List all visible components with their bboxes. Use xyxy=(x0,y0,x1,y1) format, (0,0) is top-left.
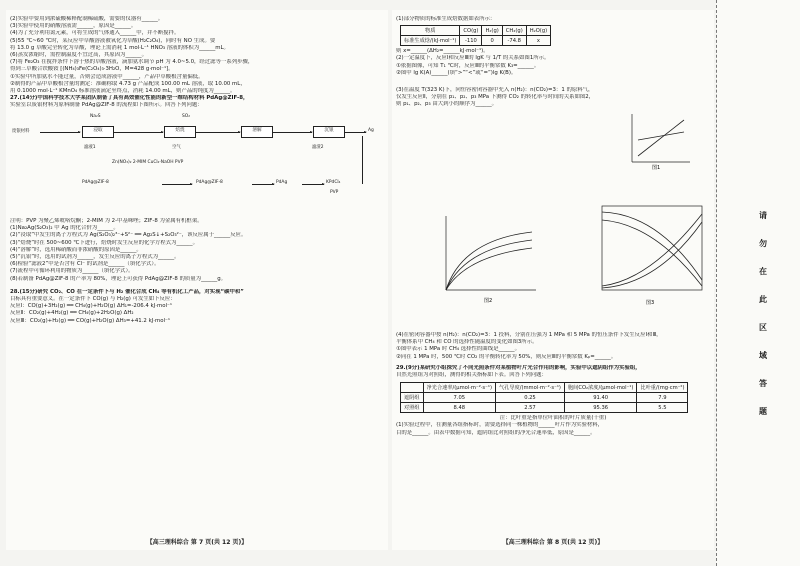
reaction-1: 反应Ⅰ：CO(g)+3H₂(g) ══ CH₄(g)+H₂O(g) ΔH₁=-206.4 kJ·mol⁻¹ xyxy=(10,303,173,310)
process-flow-diagram xyxy=(12,114,382,214)
flow-air: 空气 xyxy=(172,145,181,150)
fig2-curve-p1 xyxy=(446,232,532,290)
text-line: (3)实验中使用的硝酸溶液需______，原因是______。 xyxy=(10,23,137,30)
flow-step-roast: 焙烧 xyxy=(164,126,196,138)
fig3-curve-3 xyxy=(602,214,702,286)
text-line: 得到三草酸合铁酸铵 [(NH₄)₃Fe(C₂O₄)₃·3H₂O，M=428 g·mol⁻¹]。 xyxy=(10,66,174,73)
right-page xyxy=(392,10,714,550)
margin-char: 勿 xyxy=(759,239,767,248)
flow-arrow xyxy=(40,132,80,133)
table-cell: 0.25 xyxy=(495,393,564,403)
text-line: (5)“沉银”时，选用的试剂为______，发生反应的离子方程式为______。 xyxy=(10,254,180,261)
flow-reagent-so2: SO₂ xyxy=(182,114,191,119)
table-cell: 5.5 xyxy=(637,403,688,413)
text-line: (1)Na₂Ag(S₂O₃)₂ 中 Ag 的化合价为______。 xyxy=(10,225,119,232)
text-line: (2)一定温度下，反应Ⅰ和反应Ⅲ的 lgK 与 1/T 的关系如图1所示。 xyxy=(396,55,550,62)
table-cell: -110 xyxy=(460,36,482,46)
table-cell: 7.9 xyxy=(637,393,688,403)
page-footer-8: 【高三理科综合 第 8 页(共 12 页)】 xyxy=(502,539,604,546)
text-line: ②制得的产品中草酸根含量的测定：准确称取 4.73 g 产品配成 100.00 mL 溶液，取 10.00 mL， xyxy=(10,80,246,87)
reaction-2: 反应Ⅱ：CO₂(g)+4H₂(g) ══ CH₄(g)+2H₂O(g) ΔH₂ xyxy=(10,310,134,317)
text-line: (1)实验过程中，在测量各组指标时，需要选择同一株植物的______叶片作为实验材料， xyxy=(396,422,604,429)
flow-intermediate-pdag-zif: PdAg@ZIF-8 xyxy=(196,180,223,185)
binding-margin-strip xyxy=(716,0,800,566)
table-cell: 0 xyxy=(482,36,502,46)
fig1-caption: 图1 xyxy=(652,165,661,170)
flow-arrow xyxy=(162,184,192,185)
table-cell: 标准生成焓/(kJ·mol⁻¹) xyxy=(401,36,460,46)
table-note: 注：比叶重是指单位叶面积的叶片质量(干重) xyxy=(499,415,607,422)
table-header: 净光合速率/(μmol·m⁻²·s⁻¹) xyxy=(423,383,495,393)
margin-char: 区 xyxy=(759,323,767,332)
text-line: 自然光照组为对照组，测得的相关指标如下表。回答下列问题： xyxy=(396,372,547,379)
flow-caption: Zn(NO₃)₂ 2-MIM CuCl₂·NaOH PVP xyxy=(112,160,184,165)
table-cell: 91.40 xyxy=(564,393,636,403)
text-line: 平衡体系中 CH₄ 和 CO 的选择性随温度的变化如图3所示。 xyxy=(396,339,538,346)
fig3-frame xyxy=(602,206,702,290)
text-line: 仅发生反应Ⅱ，分别在 p₁、p₂、p₃ MPa 下测得 CO₂ 的转化率与时间的关系如图2， xyxy=(396,94,595,101)
flow-step-leach: 浸取 xyxy=(82,126,114,138)
table-header: 物质 xyxy=(401,26,460,36)
flow-reagent-kpdcl4: KPdCl₄ xyxy=(326,180,341,185)
table-cell: 对照组 xyxy=(401,403,424,413)
text-line: 将 13.0 g 草酸完全转化为草酸，理论上需消耗 1 mol·L⁻¹ HNO₃ 溶液的体积为______mL。 xyxy=(10,44,229,51)
table-header: 比叶重/(mg·cm⁻²) xyxy=(637,383,688,393)
flow-arrow xyxy=(113,132,163,133)
left-page xyxy=(6,10,388,550)
flow-reagent-pvp: PVP xyxy=(330,190,339,195)
flow-final-product: PdAg@ZIF-8 xyxy=(82,180,109,185)
text-line: 则 p₁、p₂、p₃ 由大到小的顺序为______。 xyxy=(396,101,498,108)
fig1-line-a xyxy=(638,120,684,156)
flow-arrow xyxy=(272,132,312,133)
fig1-line-b xyxy=(638,132,684,140)
flow-step-dissolve: 溶解 xyxy=(241,126,273,138)
flow-start-material: 废银材料 xyxy=(12,129,30,134)
reaction-3: 反应Ⅲ：CO₂(g)+H₂(g) ══ CO(g)+H₂O(g) ΔH₃=+41.2 kJ·mol⁻¹ xyxy=(10,317,171,324)
fig2-curve-p3 xyxy=(446,248,532,290)
fig2-curve-p2 xyxy=(446,240,532,290)
text-line: (2)实验中要用到浓硫酸稀释配制稀硫酸，需要的仪器有______。 xyxy=(10,16,164,22)
table-header: CO(g) xyxy=(460,26,482,36)
question-29-title: 29.(9分)某研究小组探究了不同光照条件对某植物叶片光合作用的影响，实验中以遮阴组作为实验组， xyxy=(396,364,641,371)
flow-arrow xyxy=(302,184,324,185)
margin-char: 域 xyxy=(759,351,767,360)
right-text-block-a xyxy=(396,16,710,109)
question-27-title: 27.(14分)中国科学技术大学某团队制备了具有高效催化性能的新型一维结构材料 PdAg@ZIF-8， xyxy=(10,95,249,102)
enthalpy-table xyxy=(400,25,551,46)
fig3-caption: 图3 xyxy=(646,300,655,306)
text-line: (8)若制备 PdAg@ZIF-8 的产率为 80%，理论上可获得 PdAg@ZIF-8 的质量为______g。 xyxy=(10,275,227,282)
table-cell: x xyxy=(526,36,550,46)
text-line: 目的是______。由表中数据可知，遮阴组比对照组的净光合速率低，原因是______。 xyxy=(396,429,596,436)
flow-product-ag: Ag xyxy=(368,128,374,133)
question-28-title: 28.(15分)研究 CO₂、CO 在一定条件下与 H₂ 催化合成 CH₄ 等有机化工产品，对实现“碳中和” xyxy=(10,288,244,295)
margin-char: 答 xyxy=(759,379,767,388)
text-line: (5)55 ℃~60 ℃时，某反应中草酸溶液被氧化为草酸(H₂C₂O₄)，同时有 NO 生成。要 xyxy=(10,37,216,44)
margin-char: 题 xyxy=(759,407,767,416)
flow-residue-2: 滤渣2 xyxy=(312,145,324,150)
left-text-block-b xyxy=(10,218,384,325)
margin-char: 在 xyxy=(759,267,767,276)
text-line: 实验室以废银材料为原料制备 PdAg@ZIF-8 的流程如下图所示。回答下列问题： xyxy=(10,102,203,109)
text-line: ①实验中所加氨水不能过量，否则会造成溶液中______，产品中草酸根含量偏低。 xyxy=(10,73,204,80)
text-line: ②图中 lg K(A)______(填“>”“<”或“=”)lg K(B)。 xyxy=(396,69,517,76)
margin-char: 请 xyxy=(759,211,767,220)
text-line: (4)为了充分利用氮元素，可将生成的气体通入______中，并不断搅拌。 xyxy=(10,30,180,37)
text-line: 注明：PVP 为聚乙烯吡咯烷酮；2-MIM 为 2-甲基咪唑；ZIF-8 为金属有机框架。 xyxy=(10,218,203,224)
text-line: (2)“浸取”中发生的离子方程式为 Ag(S₂O₃)₂³⁻+S²⁻ ══ Ag₂S↓+S₂O₃²⁻，该反应属于______反应。 xyxy=(10,232,247,239)
text-line: (4)“溶解”时，选用稀硝酸而非浓硝酸的原因是______。 xyxy=(10,246,142,253)
page-footer-7: 【高三理科综合 第 7 页(共 12 页)】 xyxy=(146,539,248,546)
text-line: ①图中表示 1 MPa 时 CH₄ 选择性的曲线是______。 xyxy=(396,346,521,353)
table-cell: 2.57 xyxy=(495,403,564,413)
left-text-block-a xyxy=(10,16,384,110)
text-line: (7)将 Fe₂O₃ 在搅拌条件下溶于热的草酸溶液，滴加氨水调节 pH 为 4.0~5.0，经过滤等一系列步骤， xyxy=(10,59,254,66)
flow-arrow xyxy=(344,132,366,133)
text-line: 则 x=______(ΔH₂=______kJ·mol⁻¹)。 xyxy=(396,48,489,55)
table-header: H₂(g) xyxy=(482,26,502,36)
flow-intermediate-pdag: PdAg xyxy=(276,180,288,185)
text-line: ②同在 1 MPa 时，500 ℃时 CO₂ 的平衡转化率为 50%，则反应Ⅲ的平衡常数 Kₚ=______。 xyxy=(396,353,617,360)
text-line: (6)检验“滤液2”中是否含有 Cl⁻ 的试剂是______（填化学式）。 xyxy=(10,261,160,268)
flow-reagent-na2s: Na₂S xyxy=(90,114,101,119)
figure-3 xyxy=(588,200,708,310)
text-line: 用 0.1000 mol·L⁻¹ KMnO₄ 标准溶液滴定至终点，消耗 14.00 mL，则产品的纯度为______。 xyxy=(10,88,236,95)
table-header xyxy=(401,383,424,393)
table-cell: 7.05 xyxy=(423,393,495,403)
fig3-curve-2 xyxy=(602,220,702,286)
table-cell: 遮阴组 xyxy=(401,393,424,403)
text-line: (7)流程中可循环利用的物质为______（填化学式）。 xyxy=(10,268,134,275)
fig2-caption: 图2 xyxy=(484,298,493,304)
flow-filtrate-1: 滤液1 xyxy=(84,145,96,150)
right-text-block-b xyxy=(396,332,710,437)
table-cell: 8.48 xyxy=(423,403,495,413)
table-header: 气孔导度/(mmol·m⁻²·s⁻¹) xyxy=(495,383,564,393)
flow-step-precipitate: 沉银 xyxy=(313,126,345,138)
table-header: H₂O(g) xyxy=(526,26,550,36)
text-line: 目标具有重要意义。在一定条件下 CO(g) 与 H₂(g) 可发生如下反应： xyxy=(10,296,176,303)
figure-1 xyxy=(624,110,694,170)
text-line: (6)蒸发浓缩时，需控制温度不宜过高，其原因为______。 xyxy=(10,52,148,59)
table-cell: -74.8 xyxy=(502,36,526,46)
margin-char: 此 xyxy=(759,295,767,304)
table-header: 胞间CO₂浓度/(μmol·mol⁻¹) xyxy=(564,383,636,393)
figure-2 xyxy=(432,210,542,305)
table-cell: 95.36 xyxy=(564,403,636,413)
text-line: (4)在密闭容器中按 n(H₂)：n(CO₂)=3：1 投料，分别在压强为 1 MPa 和 5 MPa 的恒压条件下发生反应Ⅰ和Ⅲ， xyxy=(396,332,662,338)
table-header: CH₄(g) xyxy=(502,26,526,36)
text-line: (1)部分物质的标准生成焓数据如表所示： xyxy=(396,16,496,22)
text-line: (3)“焙烧”时在 500~600 ℃下进行，焙烧时发生反应的化学方程式为______。 xyxy=(10,239,198,246)
text-line: ①依据图像，可知 T₁ ℃时，反应Ⅲ的平衡常数 K₃=______。 xyxy=(396,62,540,69)
photosynthesis-table xyxy=(400,382,688,413)
flow-arrow xyxy=(252,184,274,185)
flow-connector xyxy=(362,136,363,184)
text-line: (3)在温度 T(323 K)下，向恒容密闭容器中充入 n(H₂)：n(CO₂)=3：1 的原料气， xyxy=(396,87,594,94)
flow-arrow xyxy=(195,132,240,133)
